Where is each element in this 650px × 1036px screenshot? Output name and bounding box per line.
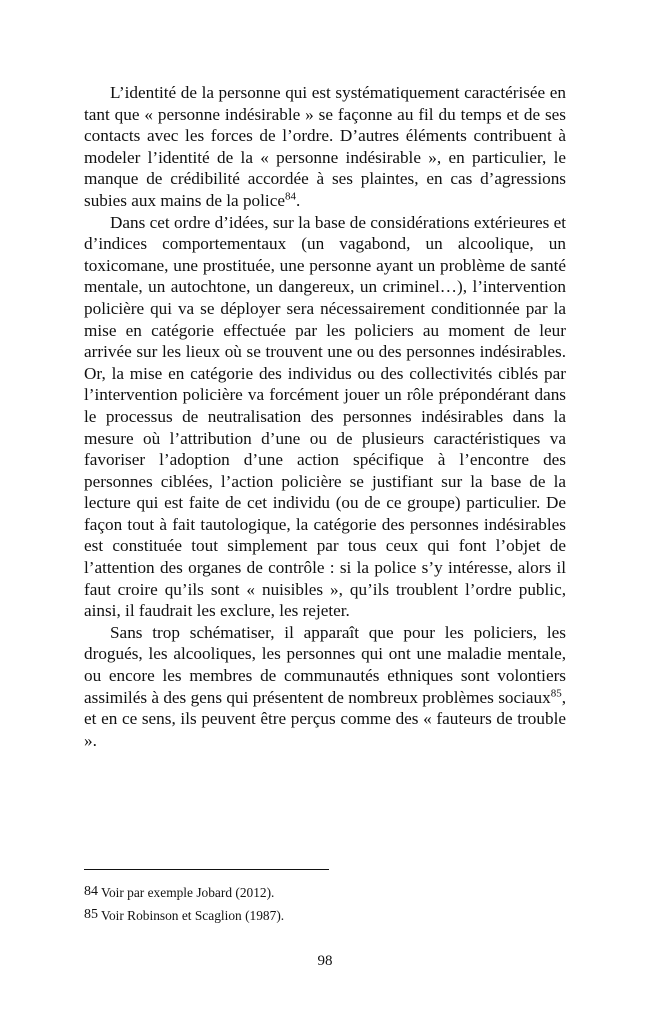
footnotes [84, 882, 566, 928]
footnote-ref-84[interactable]: 84 [284, 190, 296, 203]
footnote-84 [84, 882, 566, 905]
footnote-text: Voir par exemple Jobard (2012). [101, 885, 275, 900]
footnote-text: Voir Robinson et Scaglion (1987). [101, 908, 285, 923]
footnote-number: 84 [84, 884, 98, 899]
page-number: 98 [317, 953, 333, 969]
footnote-divider [84, 869, 329, 870]
body-text [84, 82, 566, 751]
paragraph-2: Dans cet ordre d’idées, sur la base de considérations extérieures et d’indices comportementaux (un vagabond, un alcoolique, un toxicomane, une prostituée, une personne ayant un problème de santé mentale, un autochtone, un dangereux, un criminel…), l’intervention policière qui va se déployer sera nécessairement conditionnée par la mise en catégorie effectuée par les policiers au moment de leur arrivée sur les lieux où se trouvent une ou des personnes indésirables. Or, la mise en catégorie des individus ou des collectivités ciblés par l’intervention policière va forcément jouer un rôle prépondérant dans le processus de neutralisation des personnes indésirables dans la mesure où l’attribution d’une ou de plusieurs caractéristiques va favoriser l’adoption d’une action spécifique à l’encontre des personnes ciblées, l’action policière se justifiant sur la base de la lecture qui est faite de cet individu (ou de ce groupe) particulier. De façon tout à fait tautologique, la catégorie des personnes indésirables est constituée tout simplement par tous ceux qui font l’objet de l’attention des organes de contrôle : si la police s’y intéresse, alors il faut croire qu’ils sont « nuisibles », qu’ils troublent l’ordre public, ainsi, il faudrait les exclure, les rejeter. [84, 212, 566, 621]
paragraph-3: Sans trop schématiser, il apparaît que pour les policiers, les drogués, les alcooliques, les personnes qui ont une maladie mentale, ou encore les membres de communautés ethniques sont volontiers assimilés à des gens qui présentent de nombreux problèmes sociaux$^{85}$, et en ce sens, ils peuvent être perçus comme des « fauteurs de trouble ». [84, 622, 566, 750]
paragraph-1: L’identité de la personne qui est systématiquement caractérisée en tant que « personne indésirable » se façonne au fil du temps et de ses contacts avec les forces de l’ordre. D’autres éléments contribuent à modeler l’identité de la « personne indésirable », en particulier, le manque de crédibilité accordée à ses plaintes, en cas d’agressions subies aux mains de la police$^{84}$. [84, 83, 566, 210]
footnote-number: 85 [84, 907, 98, 922]
footnote-85 [84, 905, 566, 928]
footnote-ref-85[interactable]: 85 [550, 686, 562, 699]
